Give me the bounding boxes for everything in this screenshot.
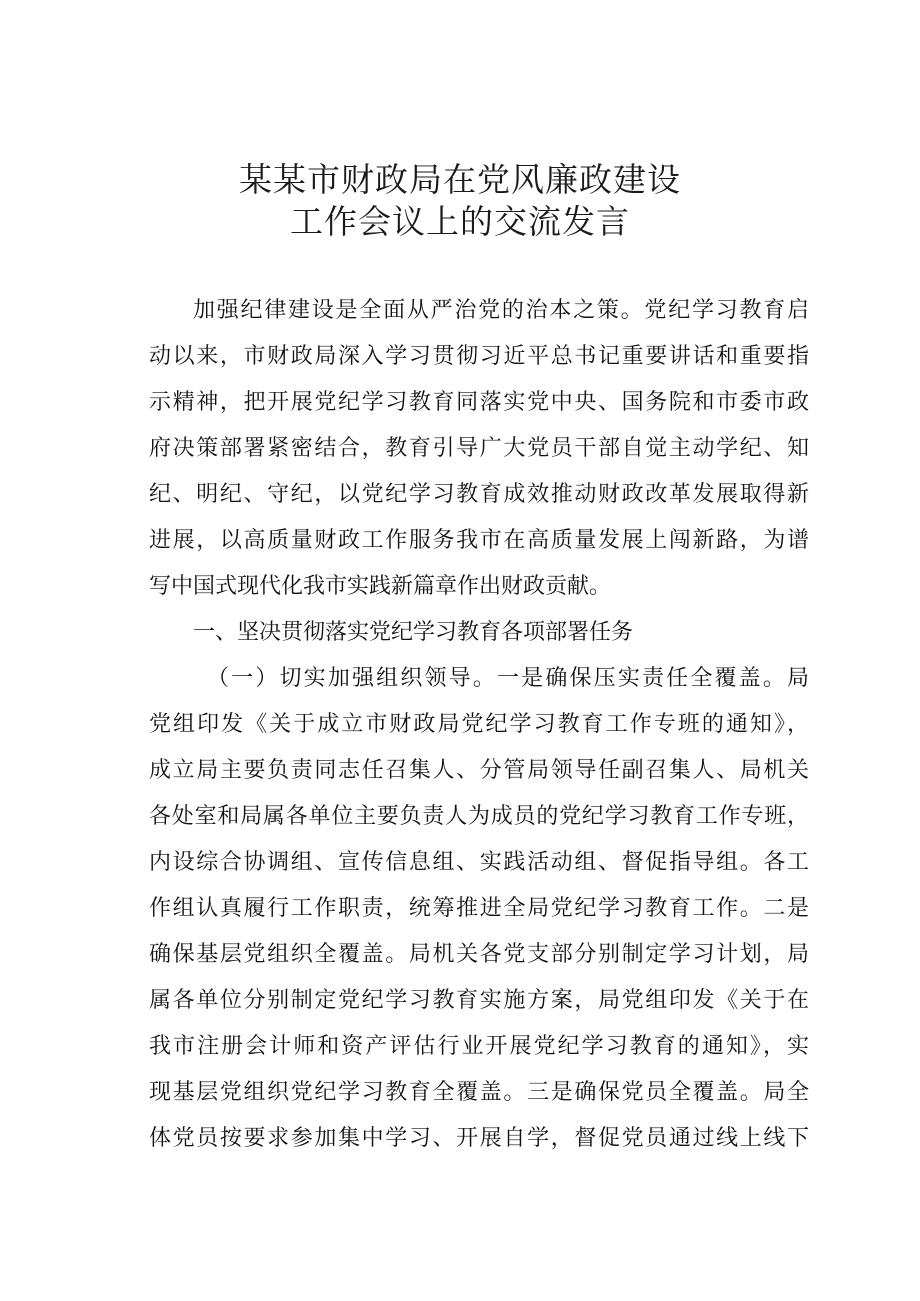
body-text-line: 内设综合协调组、宣传信息组、实践活动组、督促指导组。各工 [149,850,809,875]
body-text-line: 一、坚决贯彻落实党纪学习教育各项部署任务 [193,620,634,645]
body-text-line: 作组认真履行工作职责，统筹推进全局党纪学习教育工作。二是 [149,896,809,921]
body-text-line: 体党员按要求参加集中学习、开展自学，督促党员通过线上线下 [149,1126,809,1151]
body-text-line: 写中国式现代化我市实践新篇章作出财政贡献。 [149,574,612,599]
body-text-line: 示精神，把开展党纪学习教育同落实党中央、国务院和市委市政 [149,390,809,415]
body-text-line: 加强纪律建设是全面从严治党的治本之策。党纪学习教育启 [193,298,809,323]
body-text-line: 党组印发《关于成立市财政局党纪学习教育工作专班的通知》， [149,712,809,737]
body-text-line: 成立局主要负责同志任召集人、分管局领导任副召集人、局机关 [149,758,809,783]
body-text-line: 纪、明纪、守纪，以党纪学习教育成效推动财政改革发展取得新 [149,482,809,507]
body-text-line: 确保基层党组织全覆盖。局机关各党支部分别制定学习计划，局 [149,942,809,967]
body-text-line: 属各单位分别制定党纪学习教育实施方案，局党组印发《关于在 [149,988,809,1013]
body-text-line: 动以来，市财政局深入学习贯彻习近平总书记重要讲话和重要指 [149,344,809,369]
body-text-line: 各处室和局属各单位主要负责人为成员的党纪学习教育工作专班， [149,804,809,829]
document-title-line-2: 工作会议上的交流发言 [290,202,630,241]
body-text-line: 我市注册会计师和资产评估行业开展党纪学习教育的通知》，实 [149,1034,809,1059]
body-text-line: （一）切实加强组织领导。一是确保压实责任全覆盖。局 [207,666,809,691]
document-body [149,288,809,1162]
body-text-line: 进展，以高质量财政工作服务我市在高质量发展上闯新路，为谱 [149,528,809,553]
document-title-line-1: 某某市财政局在党风廉政建设 [239,160,681,199]
body-text-line: 府决策部署紧密结合，教育引导广大党员干部自觉主动学纪、知 [149,436,809,461]
body-text-line: 现基层党组织党纪学习教育全覆盖。三是确保党员全覆盖。局全 [149,1080,809,1105]
